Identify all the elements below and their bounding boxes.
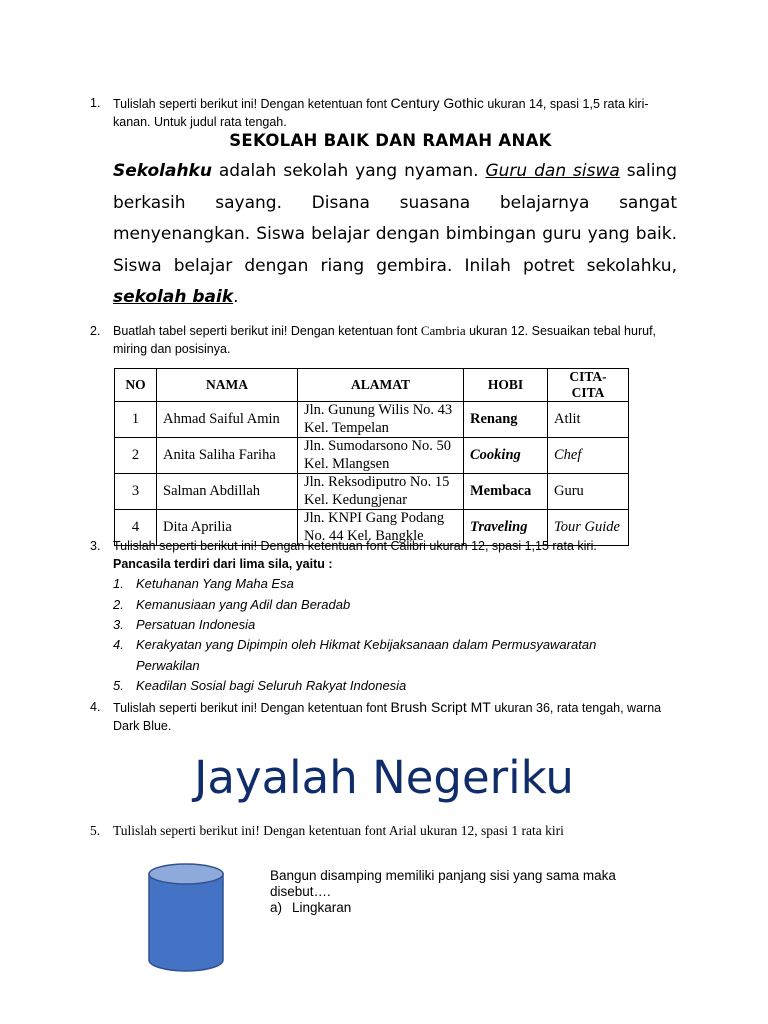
instruction-part: ukuran 14, spasi 1,5 rata kiri-kanan. Untuk judul rata tengah. bbox=[113, 97, 649, 129]
header-cita: CITA-CITA bbox=[548, 369, 629, 402]
list-item bbox=[113, 615, 643, 636]
cell-alamat: Jln. Gunung Wilis No. 43 Kel. Tempelan bbox=[298, 402, 464, 438]
cell-nama: Salman Abdillah bbox=[157, 474, 298, 510]
cell-alamat: Jln. Reksodiputro No. 15 Kel. Kedungjenar bbox=[298, 474, 464, 510]
list-number: 1. bbox=[113, 576, 124, 591]
cell-no: 2 bbox=[115, 438, 157, 474]
font-name: Cambria bbox=[420, 323, 466, 338]
list-text: Kemanusiaan yang Adil dan Beradab bbox=[136, 597, 351, 612]
option-letter: a) bbox=[270, 900, 283, 915]
paragraph-text: adalah sekolah yang nyaman. bbox=[211, 161, 486, 181]
cell-hobi: Cooking bbox=[464, 438, 548, 474]
option-text: Lingkaran bbox=[292, 900, 352, 915]
list-text: Ketuhanan Yang Maha Esa bbox=[136, 576, 294, 591]
question-text bbox=[113, 322, 680, 358]
list-item bbox=[113, 635, 643, 676]
cell-nama: Dita Aprilia bbox=[157, 510, 298, 546]
instruction-part: Buatlah tabel seperti berikut ini! Dengan ketentuan font bbox=[113, 324, 421, 338]
cell-cita: Atlit bbox=[548, 402, 629, 438]
table-row bbox=[115, 438, 629, 474]
font-name: Brush Script MT bbox=[390, 699, 491, 715]
cylinder-body bbox=[149, 874, 223, 971]
list-number: 5. bbox=[113, 678, 124, 693]
question-4 bbox=[90, 698, 680, 735]
question-3 bbox=[90, 537, 680, 555]
question-5 bbox=[90, 822, 680, 840]
list-item bbox=[113, 676, 643, 697]
instruction-part: ukuran 12. Sesuaikan tebal huruf, miring dan posisinya. bbox=[113, 324, 657, 356]
cell-no: 3 bbox=[115, 474, 157, 510]
cell-alamat: Jln. KNPI Gang Podang No. 44 Kel. Bangkle bbox=[298, 510, 464, 546]
emphasis-phrase: Guru dan siswa bbox=[485, 161, 620, 181]
instruction-part: Tulislah seperti berikut ini! Dengan ketentuan font bbox=[113, 97, 391, 111]
cell-hobi: Traveling bbox=[464, 510, 548, 546]
question-1 bbox=[90, 94, 680, 131]
header-no: NO bbox=[115, 369, 157, 402]
list-number: 4. bbox=[113, 637, 124, 652]
list-text: Keadilan Sosial bagi Seluruh Rakyat Indonesia bbox=[136, 678, 407, 693]
question-number: 4. bbox=[90, 700, 101, 714]
paragraph-text: . bbox=[233, 287, 239, 307]
instruction-part: ukuran 36, rata tengah, warna Dark Blue. bbox=[113, 701, 662, 733]
list-item bbox=[113, 574, 643, 595]
table-row bbox=[115, 402, 629, 438]
instruction-part: Tulislah seperti berikut ini! Dengan ketentuan font bbox=[113, 701, 391, 715]
question-number: 3. bbox=[90, 539, 101, 553]
essay-paragraph bbox=[113, 156, 677, 314]
list-item bbox=[113, 595, 643, 616]
cell-cita: Tour Guide bbox=[548, 510, 629, 546]
cell-cita: Chef bbox=[548, 438, 629, 474]
jayalah-heading: Jayalah Negeriku bbox=[194, 751, 574, 804]
cell-no: 4 bbox=[115, 510, 157, 546]
cell-hobi: Membaca bbox=[464, 474, 548, 510]
cylinder-shape bbox=[146, 862, 226, 974]
question-number: 1. bbox=[90, 96, 101, 110]
header-nama: NAMA bbox=[157, 369, 298, 402]
question-text bbox=[113, 698, 680, 735]
cell-cita: Guru bbox=[548, 474, 629, 510]
question-number: 5. bbox=[90, 823, 101, 838]
question-2 bbox=[90, 322, 680, 358]
emphasis-phrase: sekolah baik bbox=[113, 287, 234, 307]
list-number: 2. bbox=[113, 597, 124, 612]
cell-alamat: Jln. Sumodarsono No. 50 Kel. Mlangsen bbox=[298, 438, 464, 474]
paragraph-text: saling berkasih sayang. Disana suasana belajarnya sangat menyenangkan. Siswa belajar dengan bimbingan guru yang baik. Siswa belajar dengan riang gembira. Inilah potret sekolahku, bbox=[113, 161, 677, 276]
question-text: Tulislah seperti berikut ini! Dengan ketentuan font Arial ukuran 12, spasi 1 rata kiri bbox=[113, 823, 564, 838]
table-header-row bbox=[115, 369, 629, 402]
font-name: Century Gothic bbox=[390, 95, 484, 111]
cell-nama: Ahmad Saiful Amin bbox=[157, 402, 298, 438]
question-number: 2. bbox=[90, 324, 101, 338]
cylinder-top bbox=[149, 864, 223, 884]
list-text: Persatuan Indonesia bbox=[136, 617, 256, 632]
table-row bbox=[115, 474, 629, 510]
header-hobi: HOBI bbox=[464, 369, 548, 402]
answer-option-a bbox=[270, 900, 351, 916]
cell-no: 1 bbox=[115, 402, 157, 438]
list-number: 3. bbox=[113, 617, 124, 632]
cell-hobi: Renang bbox=[464, 402, 548, 438]
header-alamat: ALAMAT bbox=[298, 369, 464, 402]
student-table bbox=[114, 368, 629, 546]
essay-title: SEKOLAH BAIK DAN RAMAH ANAK bbox=[229, 131, 552, 150]
shape-question: Bangun disamping memiliki panjang sisi yang sama maka disebut…. bbox=[270, 868, 616, 899]
question-text: Tulislah seperti berikut ini! Dengan ketentuan font Calibri ukuran 12, spasi 1,15 rata kiri. bbox=[113, 539, 597, 553]
cell-nama: Anita Saliha Fariha bbox=[157, 438, 298, 474]
pancasila-heading: Pancasila terdiri dari lima sila, yaitu : bbox=[113, 557, 333, 571]
emphasis-word: Sekolahku bbox=[113, 161, 212, 181]
list-text: Kerakyatan yang Dipimpin oleh Hikmat Kebijaksanaan dalam Permusyawaratan Perwakilan bbox=[136, 637, 597, 673]
question-text bbox=[113, 94, 680, 131]
